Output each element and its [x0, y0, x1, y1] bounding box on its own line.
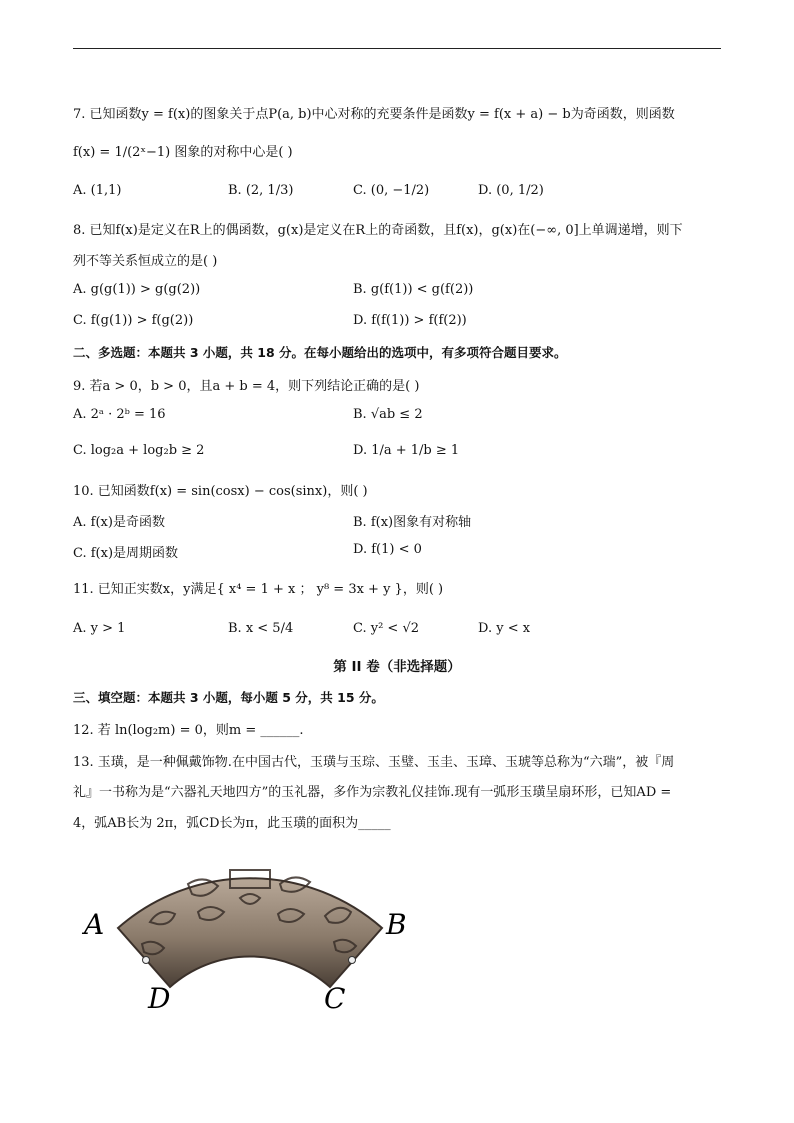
q11-option-b: B. x < 5/4 — [228, 621, 294, 636]
q10-stem: 10. 已知函数f(x) = sin(cosx) − cos(sinx)，则( ) — [73, 484, 368, 499]
q8-option-d: D. f(f(1)) > f(f(2)) — [353, 313, 467, 328]
jade-huang-figure — [80, 842, 420, 1022]
q8-option-c: C. f(g(1)) > f(g(2)) — [73, 313, 194, 328]
jade-hole-left — [143, 957, 150, 964]
q8-stem-line1: 8. 已知f(x)是定义在R上的偶函数，g(x)是定义在R上的奇函数，且f(x)，g(x)在(−∞, 0]上单调递增，则下 — [73, 223, 683, 238]
q9-option-c: C. log₂a + log₂b ≥ 2 — [73, 443, 205, 458]
label-a: A — [84, 908, 105, 941]
q9-stem: 9. 若a > 0，b > 0，且a + b = 4，则下列结论正确的是( ) — [73, 379, 420, 394]
q7-stem-line2: f(x) = 1/(2ˣ−1) 图象的对称中心是( ) — [73, 145, 293, 160]
q7-option-d: D. (0, 1/2) — [478, 183, 544, 198]
q8-stem-line2: 列不等关系恒成立的是( ) — [73, 254, 218, 269]
q13-stem-line2: 礼』一书称为是“六器礼天地四方”的玉礼器，多作为宗教礼仪挂饰.现有一弧形玉璜呈扇环形，已知AD = — [73, 785, 672, 800]
q9-option-a: A. 2ᵃ · 2ᵇ = 16 — [73, 407, 166, 422]
header-rule — [73, 48, 721, 49]
q13-stem-line1: 13. 玉璜，是一种佩戴饰物.在中国古代，玉璜与玉琮、玉璧、玉圭、玉璋、玉琥等总称为“六瑞”，被『周 — [73, 755, 675, 770]
q10-option-a: A. f(x)是奇函数 — [73, 515, 165, 530]
q10-option-b: B. f(x)图象有对称轴 — [353, 515, 472, 530]
q11-stem: 11. 已知正实数x，y满足{ x⁴ = 1 + x ； y⁸ = 3x + y }，则( ) — [73, 582, 444, 597]
jade-hole-right — [349, 957, 356, 964]
q9-option-d: D. 1/a + 1/b ≥ 1 — [353, 443, 460, 458]
q11-option-c: C. y² < √2 — [353, 621, 420, 636]
q8-option-b: B. g(f(1)) < g(f(2)) — [353, 282, 474, 297]
q7-option-c: C. (0, −1/2) — [353, 183, 430, 198]
q7-stem-line1: 7. 已知函数y = f(x)的图象关于点P(a, b)中心对称的充要条件是函数y = f(x + a) − b为奇函数，则函数 — [73, 107, 675, 122]
label-d: D — [148, 982, 171, 1015]
q12-stem: 12. 若 ln(log₂m) = 0，则m = ______. — [73, 723, 304, 738]
q13-stem-line3: 4，弧AB长为 2π，弧CD长为π，此玉璜的面积为_____ — [73, 816, 391, 831]
q7-option-a: A. (1,1) — [73, 183, 122, 198]
label-b: B — [386, 908, 407, 941]
q11-option-d: D. y < x — [478, 621, 531, 636]
section-3-heading: 三、填空题：本题共 3 小题，每小题 5 分，共 15 分。 — [73, 690, 384, 705]
q10-option-d: D. f(1) < 0 — [353, 542, 422, 557]
q11-option-a: A. y > 1 — [73, 621, 126, 636]
q8-option-a: A. g(g(1)) > g(g(2)) — [73, 282, 201, 297]
part-2-title: 第 II 卷（非选择题） — [333, 659, 461, 675]
q9-option-b: B. √ab ≤ 2 — [353, 407, 423, 422]
label-c: C — [324, 982, 346, 1015]
q10-option-c: C. f(x)是周期函数 — [73, 546, 179, 561]
q7-option-b: B. (2, 1/3) — [228, 183, 294, 198]
section-2-heading: 二、多选题：本题共 3 小题，共 18 分。在每小题给出的选项中，有多项符合题目要求。 — [73, 345, 567, 360]
